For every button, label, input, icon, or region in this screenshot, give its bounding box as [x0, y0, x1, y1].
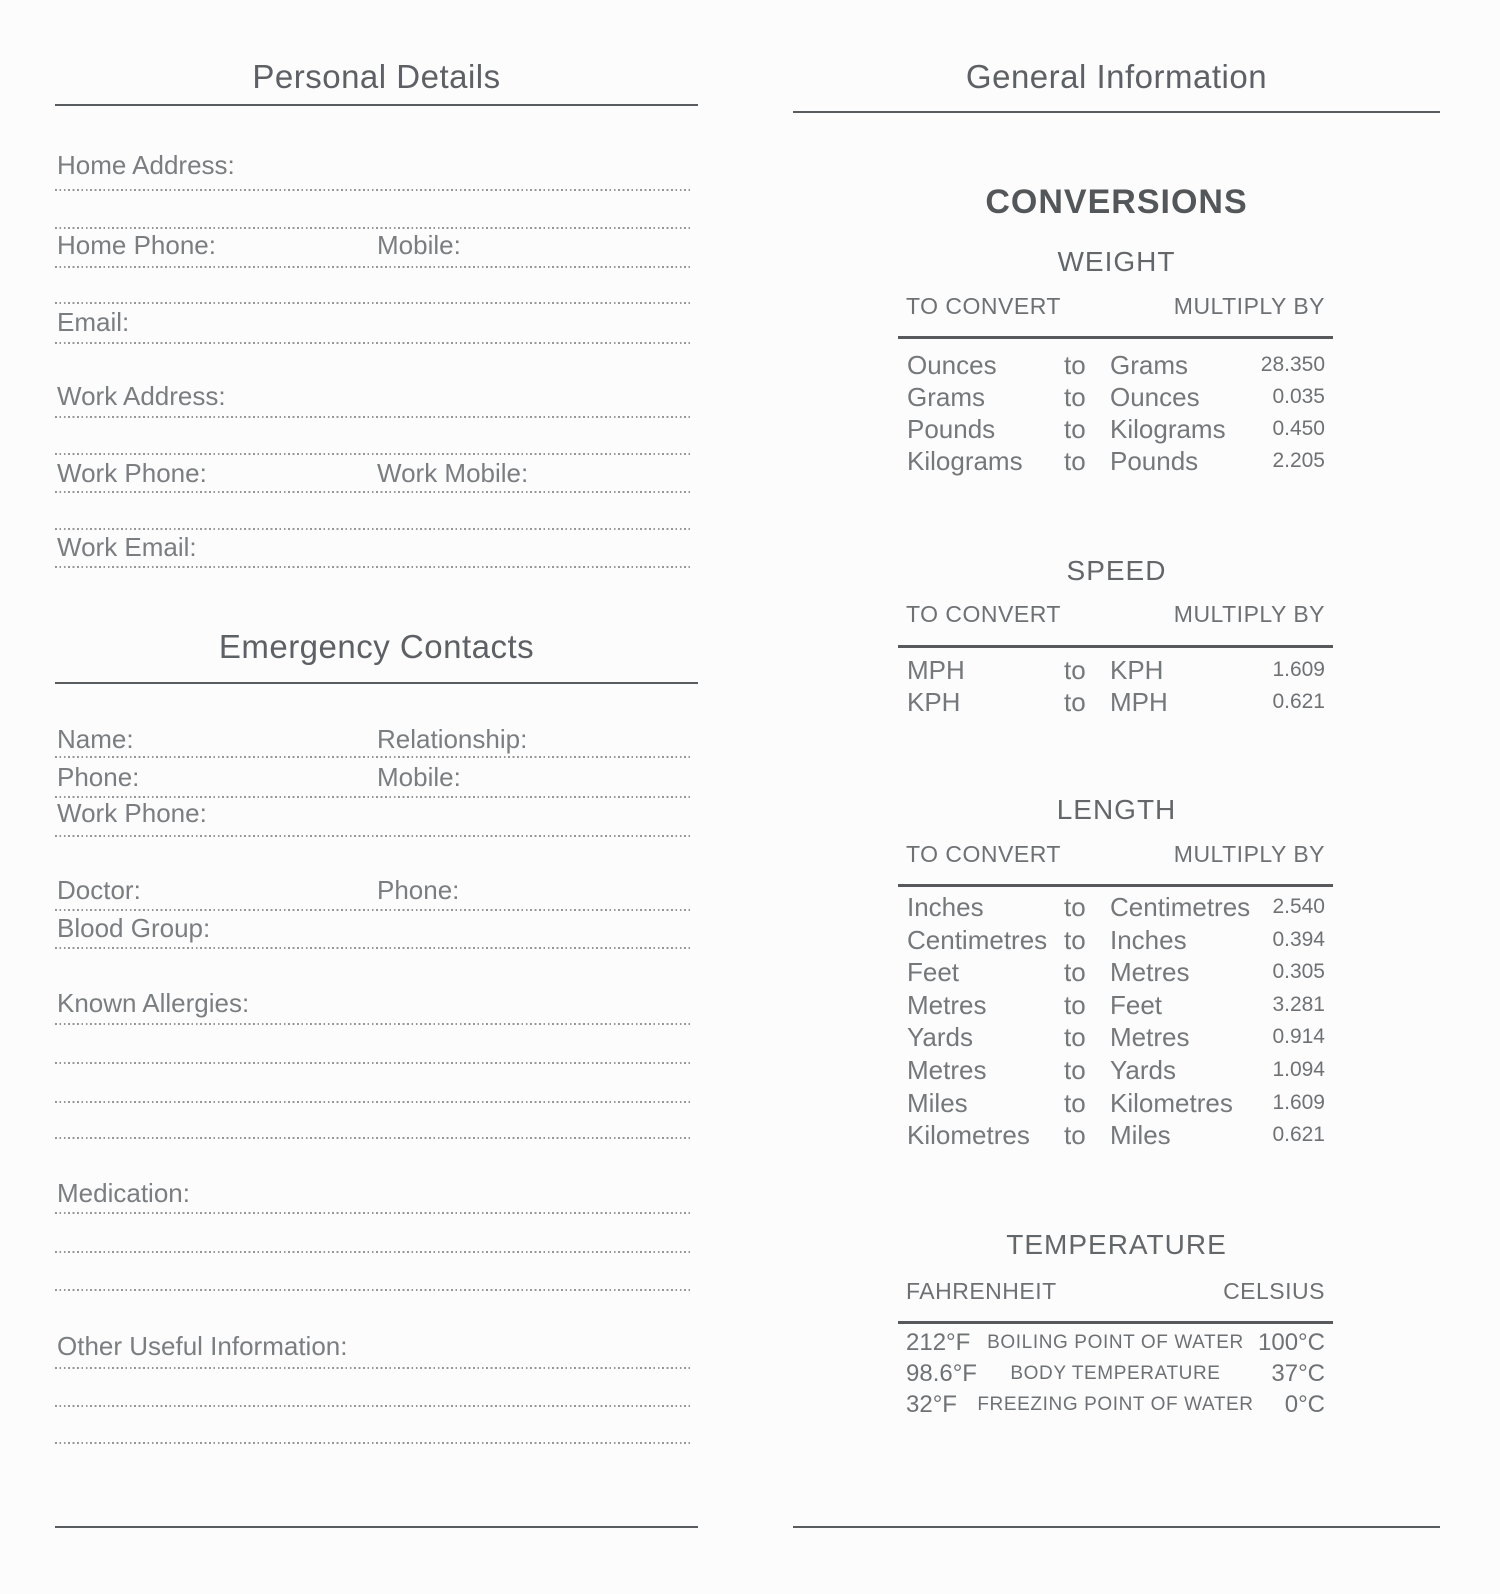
from-unit: Metres — [907, 1054, 987, 1085]
to-unit: Metres — [1110, 1022, 1190, 1053]
factor-value: 2.540 — [1272, 895, 1325, 918]
from-unit: Metres — [907, 989, 987, 1020]
temperature-row — [898, 1389, 1333, 1420]
personal-details-title: Personal Details — [252, 58, 501, 95]
to-word: to — [1064, 350, 1086, 380]
to-word: to — [1064, 687, 1086, 717]
fill-line — [55, 1062, 690, 1064]
to-unit: Kilograms — [1110, 414, 1226, 444]
to-unit: Feet — [1110, 989, 1163, 1020]
fill-line — [55, 189, 690, 191]
from-unit: Pounds — [907, 414, 996, 444]
to-unit: Inches — [1110, 924, 1187, 955]
relationship-label: Relationship: — [377, 724, 528, 754]
work-mobile-label: Work Mobile: — [377, 458, 529, 488]
fill-line — [55, 302, 690, 304]
fill-line — [55, 266, 690, 268]
multiply-by-header: MULTIPLY BY — [1173, 841, 1325, 867]
to-word: to — [1064, 892, 1086, 922]
temperature-description: FREEZING POINT OF WATER — [977, 1394, 1254, 1415]
medication-label: Medication: — [57, 1178, 190, 1208]
fill-line — [55, 1367, 690, 1369]
from-unit: Inches — [907, 892, 984, 922]
conversion-row — [898, 1021, 1333, 1054]
factor-value: 0.621 — [1272, 1123, 1325, 1147]
conversion-row — [898, 891, 1333, 924]
fill-line — [55, 453, 690, 455]
conversion-row — [898, 686, 1333, 718]
to-word: to — [1064, 1054, 1086, 1085]
factor-value: 2.205 — [1272, 449, 1325, 472]
fahrenheit-value: 212°F — [906, 1329, 971, 1356]
fill-line — [55, 416, 690, 418]
factor-value: 1.609 — [1272, 1090, 1325, 1114]
title-rule — [793, 111, 1440, 113]
conversion-row — [898, 989, 1333, 1022]
column-bottom-rule — [55, 1526, 698, 1528]
weight-table — [898, 349, 1333, 477]
personal-details-column — [55, 0, 698, 1594]
from-unit: Miles — [907, 1087, 968, 1118]
general-information-column — [793, 0, 1440, 1594]
home-phone-label: Home Phone: — [57, 230, 216, 260]
fill-line — [55, 947, 690, 949]
conversion-row — [898, 349, 1333, 381]
title-rule — [55, 104, 698, 106]
fahrenheit-header: FAHRENHEIT — [906, 1278, 1057, 1304]
fill-line — [55, 909, 690, 911]
to-convert-header: TO CONVERT — [906, 601, 1061, 627]
to-convert-header: TO CONVERT — [906, 841, 1061, 867]
table-rule — [898, 645, 1333, 648]
factor-value: 1.094 — [1272, 1057, 1325, 1081]
conversion-row — [898, 381, 1333, 413]
fill-line — [55, 835, 690, 837]
fahrenheit-value: 98.6°F — [906, 1360, 977, 1387]
conversion-row — [898, 654, 1333, 686]
factor-value: 0.035 — [1272, 385, 1325, 408]
length-title: LENGTH — [1056, 794, 1177, 825]
to-word: to — [1064, 989, 1086, 1020]
title-rule — [55, 682, 698, 684]
to-convert-header: TO CONVERT — [906, 293, 1061, 319]
fill-line — [55, 342, 690, 344]
factor-value: 0.450 — [1272, 417, 1325, 440]
conversion-row — [898, 924, 1333, 957]
blood-group-label: Blood Group: — [57, 913, 211, 943]
to-unit: Grams — [1110, 350, 1188, 380]
from-unit: Centimetres — [907, 924, 1048, 955]
to-unit: Miles — [1110, 1120, 1171, 1151]
to-unit: Ounces — [1110, 382, 1200, 412]
fill-line — [55, 528, 690, 530]
temperature-description: BOILING POINT OF WATER — [987, 1332, 1244, 1353]
fill-line — [55, 227, 690, 229]
conversion-row — [898, 956, 1333, 989]
fill-line — [55, 566, 690, 568]
phone-label: Phone: — [57, 762, 140, 792]
column-bottom-rule — [793, 1526, 1440, 1528]
mobile-label: Mobile: — [377, 230, 461, 260]
to-word: to — [1064, 924, 1086, 955]
celsius-value: 37°C — [1271, 1360, 1325, 1387]
conversion-row — [898, 1054, 1333, 1087]
speed-table — [898, 654, 1333, 718]
temperature-description: BODY TEMPERATURE — [1010, 1363, 1221, 1384]
to-word: to — [1064, 1087, 1086, 1118]
work-address-label: Work Address: — [57, 381, 226, 411]
factor-value: 0.305 — [1272, 960, 1325, 984]
conversion-row — [898, 413, 1333, 445]
to-word: to — [1064, 382, 1086, 412]
emergency-contacts-title: Emergency Contacts — [218, 628, 535, 665]
fill-line — [55, 1137, 690, 1139]
fill-line — [55, 1212, 690, 1214]
name-label: Name: — [57, 724, 134, 754]
fill-line — [55, 1405, 690, 1407]
temperature-title: TEMPERATURE — [1006, 1229, 1227, 1260]
from-unit: Grams — [907, 382, 985, 412]
to-word: to — [1064, 655, 1086, 685]
conversion-row — [898, 445, 1333, 477]
fill-line — [55, 1251, 690, 1253]
work-phone-label: Work Phone: — [57, 798, 207, 828]
fill-line — [55, 1023, 690, 1025]
to-unit: KPH — [1110, 655, 1164, 685]
from-unit: Yards — [907, 1022, 973, 1053]
table-rule — [898, 336, 1333, 339]
factor-value: 1.609 — [1272, 658, 1325, 681]
from-unit: Kilometres — [907, 1120, 1030, 1151]
conversions-heading: CONVERSIONS — [985, 183, 1248, 221]
factor-value: 0.394 — [1272, 927, 1325, 951]
conversion-row — [898, 1087, 1333, 1120]
work-email-label: Work Email: — [57, 532, 197, 562]
table-rule — [898, 1321, 1333, 1324]
fill-line — [55, 491, 690, 493]
to-unit: Yards — [1110, 1054, 1176, 1085]
fill-line — [55, 756, 690, 758]
to-word: to — [1064, 414, 1086, 444]
factor-value: 0.621 — [1272, 690, 1325, 713]
temperature-row — [898, 1358, 1333, 1389]
conversion-row — [898, 1119, 1333, 1152]
to-unit: MPH — [1110, 687, 1168, 717]
from-unit: Feet — [907, 957, 960, 988]
celsius-header: CELSIUS — [1223, 1278, 1325, 1304]
mobile-label: Mobile: — [377, 762, 461, 792]
speed-title: SPEED — [1066, 555, 1167, 586]
length-table — [898, 891, 1333, 1152]
home-address-label: Home Address: — [57, 150, 235, 180]
general-information-title: General Information — [965, 58, 1268, 95]
factor-value: 0.914 — [1272, 1025, 1325, 1049]
factor-value: 28.350 — [1260, 353, 1325, 376]
from-unit: Ounces — [907, 350, 997, 380]
known-allergies-label: Known Allergies: — [57, 988, 250, 1018]
to-word: to — [1064, 957, 1086, 988]
doctor-phone-label: Phone: — [377, 875, 460, 905]
to-word: to — [1064, 1120, 1086, 1151]
fahrenheit-value: 32°F — [906, 1391, 957, 1418]
to-word: to — [1064, 1022, 1086, 1053]
from-unit: Kilograms — [907, 446, 1023, 476]
table-rule — [898, 884, 1333, 887]
multiply-by-header: MULTIPLY BY — [1173, 293, 1325, 319]
from-unit: KPH — [907, 687, 961, 717]
fill-line — [55, 1289, 690, 1291]
doctor-label: Doctor: — [57, 875, 141, 905]
to-unit: Centimetres — [1110, 892, 1251, 922]
from-unit: MPH — [907, 655, 965, 685]
other-useful-information-label: Other Useful Information: — [57, 1331, 348, 1361]
celsius-value: 100°C — [1258, 1329, 1325, 1356]
email-label: Email: — [57, 307, 130, 337]
to-unit: Pounds — [1110, 446, 1199, 476]
temperature-row — [898, 1327, 1333, 1358]
to-unit: Kilometres — [1110, 1087, 1233, 1118]
weight-title: WEIGHT — [1057, 246, 1176, 277]
temperature-table — [898, 1327, 1333, 1420]
to-unit: Metres — [1110, 957, 1190, 988]
to-word: to — [1064, 446, 1086, 476]
multiply-by-header: MULTIPLY BY — [1173, 601, 1325, 627]
factor-value: 3.281 — [1272, 992, 1325, 1016]
celsius-value: 0°C — [1284, 1391, 1325, 1418]
fill-line — [55, 1101, 690, 1103]
fill-line — [55, 1442, 690, 1444]
work-phone-label: Work Phone: — [57, 458, 207, 488]
